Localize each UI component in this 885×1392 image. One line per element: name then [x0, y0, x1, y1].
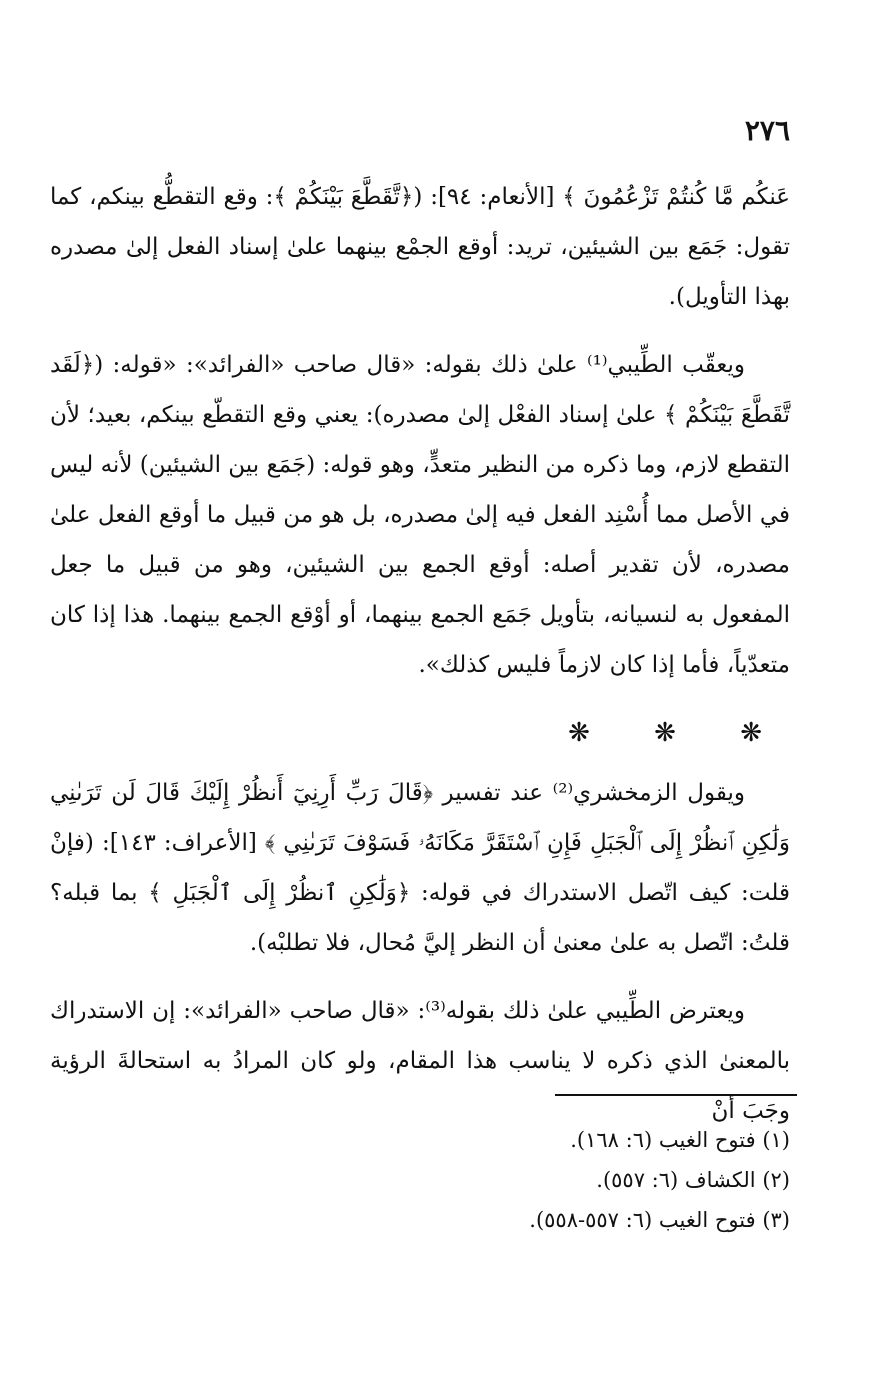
paragraph: ويعقّب الطِّيبي⁽¹⁾ علىٰ ذلك بقوله: «قال صاحب «الفرائد»: «قوله: (﴿لَقَد تَّقَطَّعَ بَيْنَكُمْ ﴾ علىٰ إسناد الفعْل إلىٰ مصدره): يعني وقع التقطّع بينكم، بعيد؛ لأن التقطع لازم، وما ذكره من النظير متعدٍّ، وهو قوله: (جَمَع بين الشيئين) لأنه ليس في الأصل مما أُسْنِد الفعل فيه إلىٰ مصدره، بل هو من قبيل ما أوقع الفعل علىٰ مصدره، لأن تقدير أصله: أوقع الجمع بين الشيئين، وهو من قبيل ما جعل المفعول به لنسيانه، بتأويل جَمَع الجمع بينهما، أو أوْقع الجمع بينهما. هذا إذا كان متعدّياً، فأما إذا كان لازماً فليس كذلك». — [50, 352, 790, 678]
footnote-separator — [555, 1094, 797, 1096]
asterism-star-icon: ❋ — [740, 718, 762, 748]
footnote: (٢) الكشاف (٦: ٥٥٧). — [596, 1168, 790, 1192]
footnote: (٣) فتوح الغيب (٦: ٥٥٧-٥٥٨). — [529, 1208, 790, 1232]
asterism-star-icon: ❋ — [568, 718, 590, 748]
section-divider — [50, 708, 790, 758]
paragraph: ويعترض الطِّيبي علىٰ ذلك بقوله⁽³⁾: «قال صاحب «الفرائد»: إن الاستدراك بالمعنىٰ الذي ذكره لا يناسب هذا المقام، ولو كان المرادُ به استحالةَ الرؤية وجَبَ أنْ — [50, 998, 790, 1124]
paragraph: ويقول الزمخشري⁽²⁾ عند تفسير ﴿قَالَ رَبِّ أَرِنِيٓ أَنظُرْ إِلَيْكَ قَالَ لَن تَرَىٰنِي وَلَٰكِنِ ٱنظُرْ إِلَى ٱلْجَبَلِ فَإِنِ ٱسْتَقَرَّ مَكَانَهُۥ فَسَوْفَ تَرَىٰنِي ﴾ [الأعراف: ١٤٣]: (فإنْ قلت: كيف اتّصل الاستدراك في قوله: ﴿وَلَٰكِنِ ٱنظُرْ إِلَى ٱلْجَبَلِ ﴾ بما قبله؟ قلتُ: اتّصل به علىٰ معنىٰ أن النظر إليَّ مُحال، فلا تطلبْه). — [50, 780, 790, 956]
footnote: (١) فتوح الغيب (٦: ١٦٨). — [570, 1128, 790, 1152]
main-text — [50, 172, 790, 1136]
paragraph: عَنكُم مَّا كُنتُمْ تَزْعُمُونَ ﴾ [الأنعام: ٩٤]: (﴿تَّقَطَّعَ بَيْنَكُمْ ﴾: وقع التقطُّع بينكم، كما تقول: جَمَع بين الشيئين، تريد: أوقع الجمْع بينهما علىٰ إسناد الفعل إلىٰ مصدره بهذا التأويل). — [50, 184, 790, 310]
asterism-star-icon: ❋ — [654, 718, 676, 748]
page-number: ٢٧٦ — [744, 114, 790, 147]
footnotes — [190, 1120, 790, 1240]
